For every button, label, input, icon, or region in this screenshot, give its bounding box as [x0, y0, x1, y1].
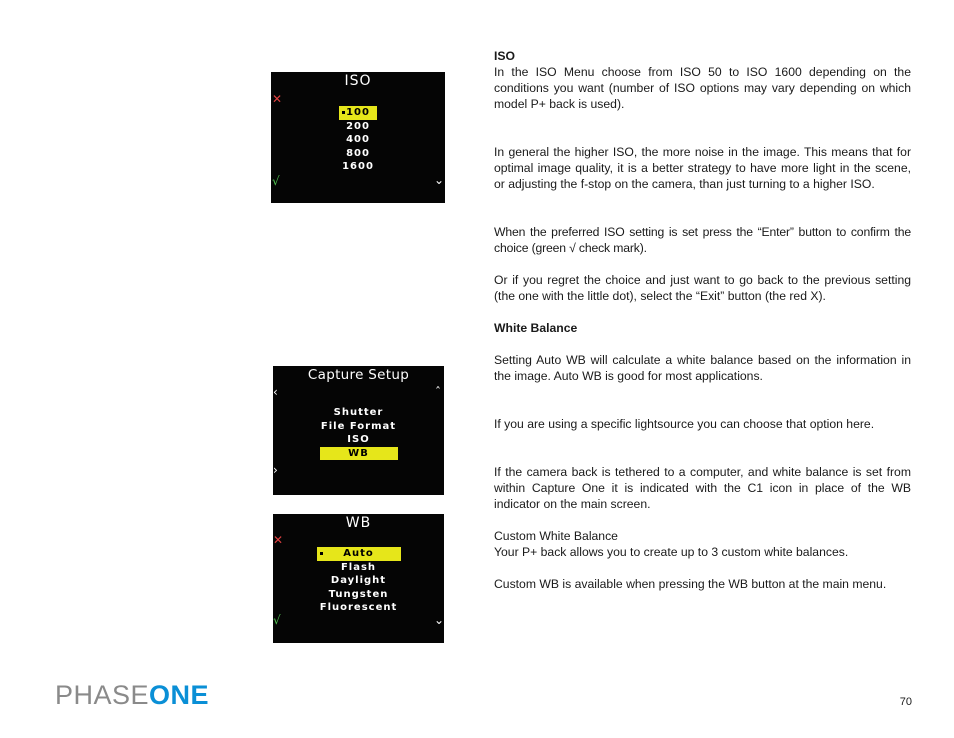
capture-menu-item[interactable]: File Format	[320, 420, 397, 432]
iso-option[interactable]: 1600	[342, 161, 374, 172]
wb-option[interactable]: Daylight	[330, 575, 387, 586]
iso-paragraph-1: In the ISO Menu choose from ISO 50 to ISO 1600 depending on the conditions you want (number of ISO options may vary depending on which model P+ back is used).	[494, 65, 911, 111]
iso-screen-title: ISO	[344, 73, 372, 89]
capture-menu-item[interactable]: Shutter	[333, 407, 384, 418]
iso-option[interactable]: 400	[346, 134, 370, 145]
check-icon[interactable]: √	[273, 613, 281, 627]
capture-screen-title: Capture Setup	[307, 367, 410, 383]
x-icon[interactable]: ✕	[272, 92, 283, 106]
custom-wb-paragraph-1: Your P+ back allows you to create up to 3 custom white balances.	[494, 545, 849, 559]
chevron-left-icon[interactable]: ‹	[273, 385, 278, 399]
iso-option[interactable]: 200	[346, 120, 370, 132]
iso-heading: ISO	[494, 49, 515, 63]
wb-menu-screen	[273, 514, 444, 643]
phase-one-logo: PHASEONE	[55, 680, 210, 710]
iso-option[interactable]: 100	[339, 106, 377, 120]
custom-wb-paragraph-2: Custom WB is available when pressing the WB button at the main menu.	[494, 577, 887, 591]
chevron-down-icon[interactable]: ⌄	[434, 173, 445, 187]
iso-paragraph-4: Or if you regret the choice and just want to go back to the previous setting (the one with the little dot), select the “Exit” button (the red X).	[494, 273, 911, 303]
wb-paragraph-1: Setting Auto WB will calculate a white balance based on the information in the image. Auto WB is good for most applications.	[494, 353, 911, 383]
wb-paragraph-3: If the camera back is tethered to a computer, and white balance is set from within Capture One it is indicated with the C1 icon in place of the WB indicator on the main screen.	[494, 465, 911, 511]
iso-menu-screen	[271, 72, 445, 203]
double-chevron-down-icon[interactable]: ⌄	[434, 613, 445, 627]
custom-wb-title: Custom White Balance	[494, 529, 618, 543]
x-icon[interactable]: ✕	[273, 533, 284, 547]
text-column	[494, 48, 911, 592]
wb-screen-title: WB	[345, 515, 372, 531]
page-number: 70	[899, 696, 912, 708]
wb-option[interactable]: Auto	[317, 547, 401, 561]
iso-paragraph-3: When the preferred ISO setting is set press the “Enter” button to confirm the choice (green √ check mark).	[494, 225, 911, 255]
wb-heading: White Balance	[494, 321, 578, 335]
capture-menu-item[interactable]: ISO	[347, 434, 370, 445]
selected-dot-icon	[342, 111, 345, 114]
check-icon[interactable]: √	[272, 174, 280, 188]
iso-option[interactable]: 800	[346, 147, 370, 159]
wb-paragraph-2: If you are using a specific lightsource you can choose that option here.	[494, 417, 875, 431]
chevron-right-icon[interactable]: ›	[273, 463, 278, 477]
wb-option[interactable]: Tungsten	[328, 588, 389, 600]
iso-paragraph-2: In general the higher ISO, the more noise in the image. This means that for optimal image quality, it is a better strategy to have more light in the scene, or adjusting the f-stop on the camera, than just turning to a higher ISO.	[494, 145, 911, 191]
wb-option[interactable]: Flash	[340, 561, 377, 573]
capture-setup-screen	[273, 366, 444, 495]
wb-option[interactable]: Fluorescent	[319, 602, 398, 613]
selected-dot-icon	[320, 552, 323, 555]
capture-menu-item[interactable]: WB	[320, 447, 398, 461]
chevron-up-icon[interactable]: ˆ	[435, 385, 441, 399]
